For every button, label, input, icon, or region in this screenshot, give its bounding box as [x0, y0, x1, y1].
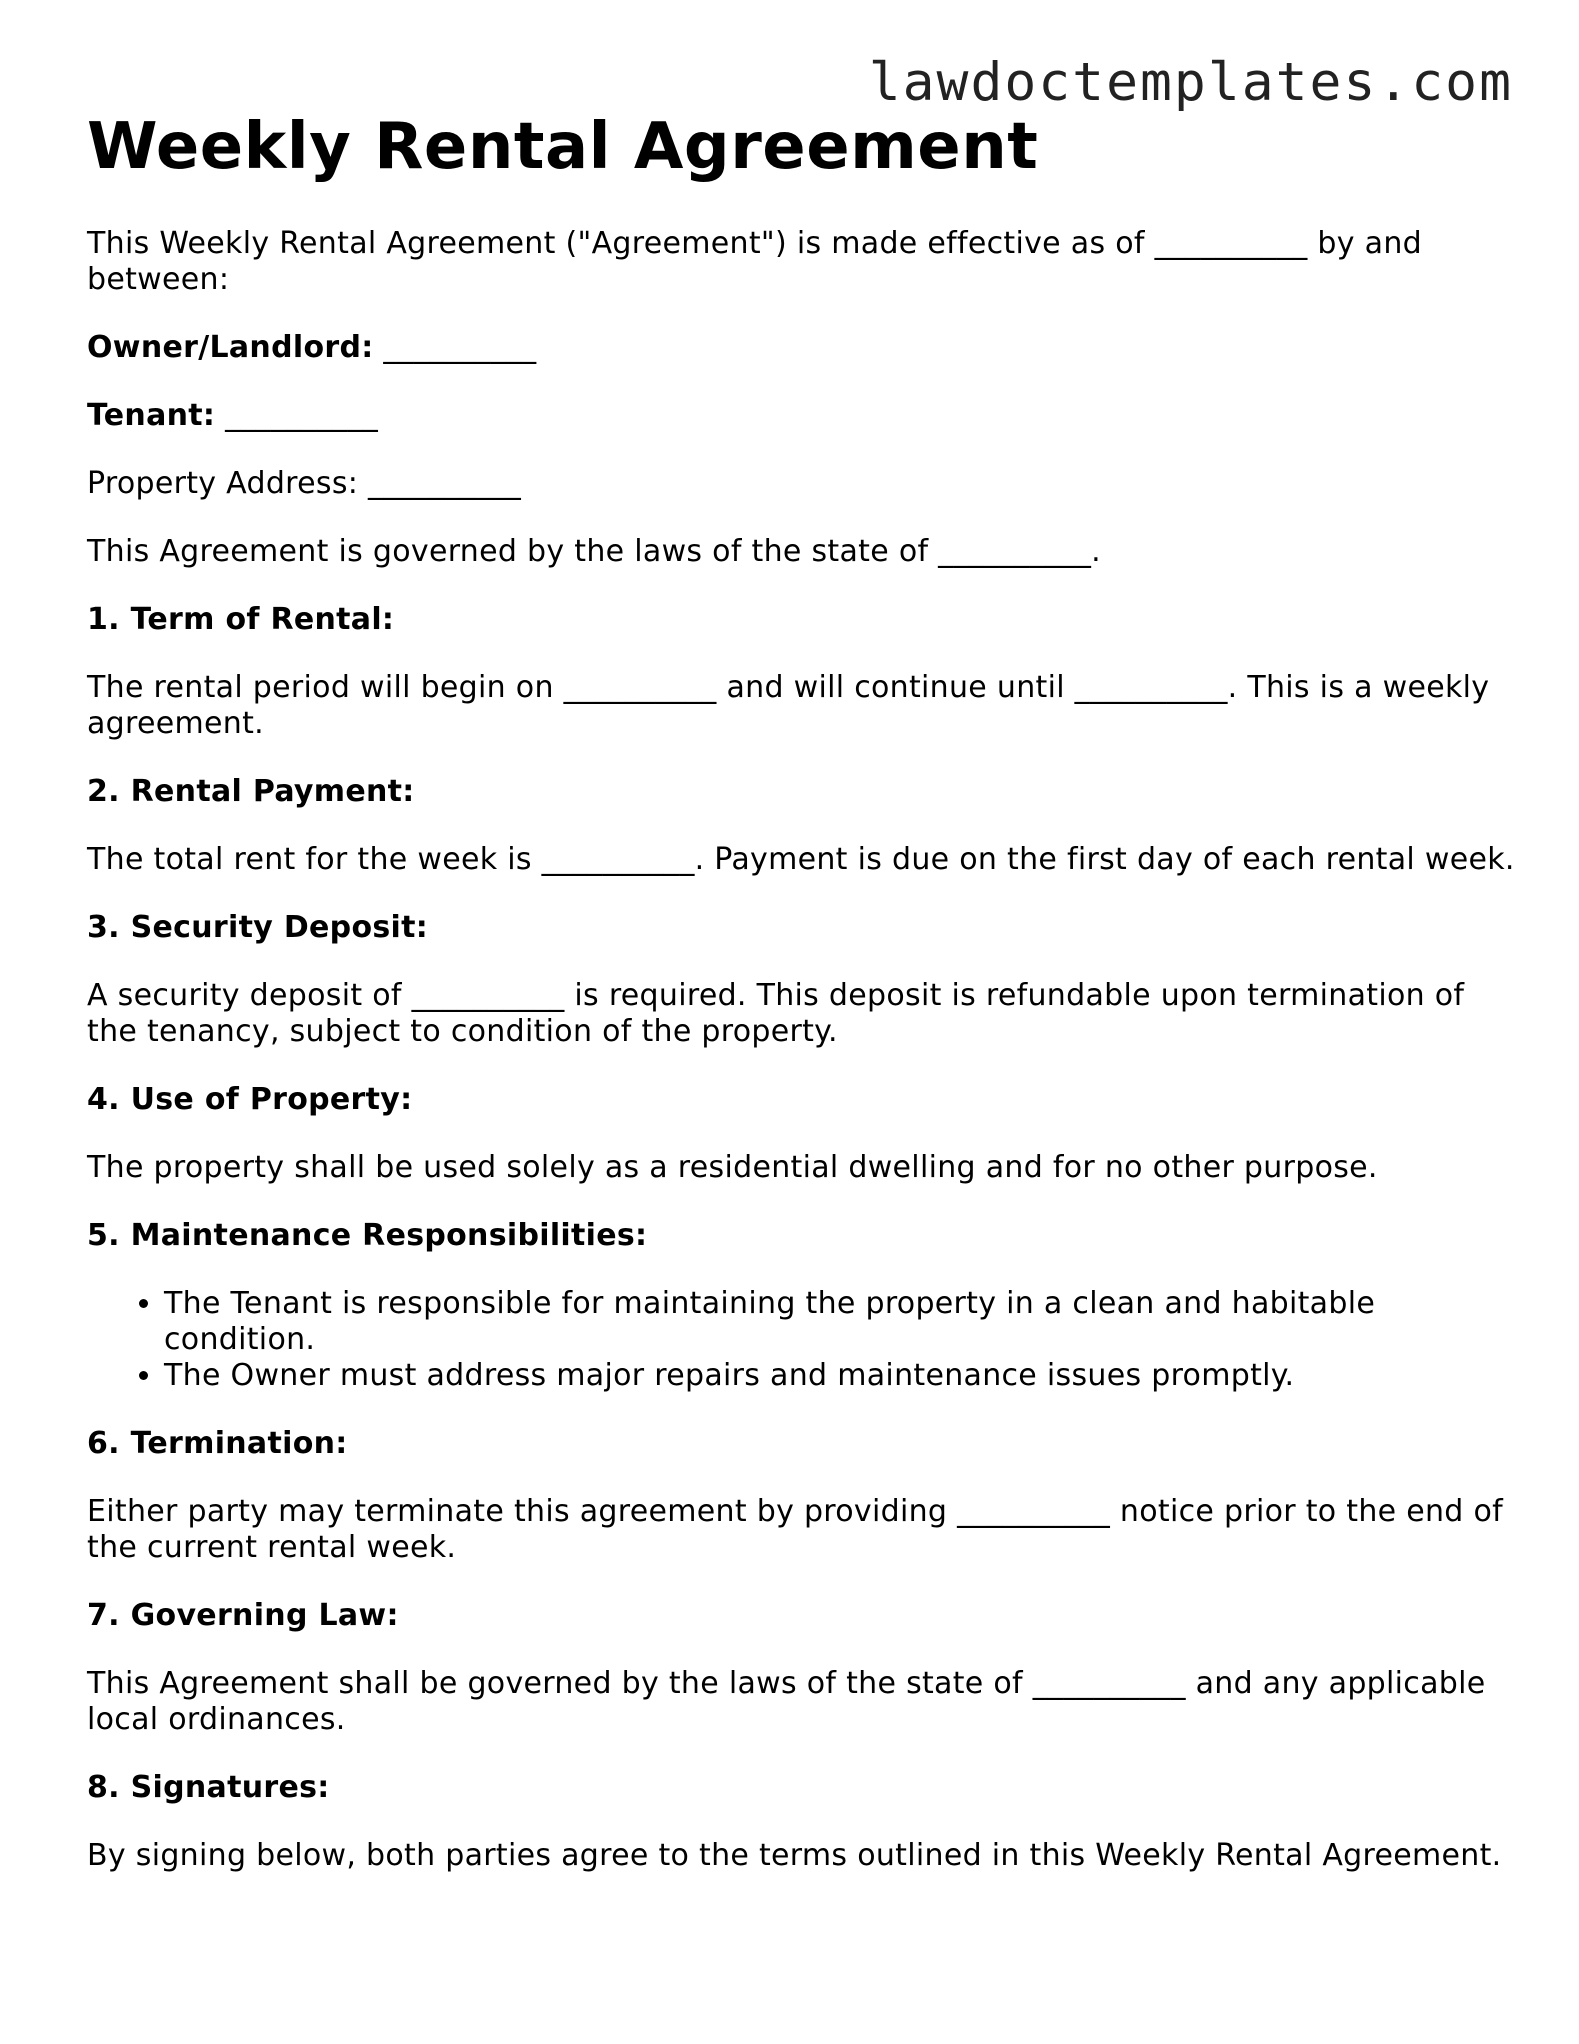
- section-1-heading: 1. Term of Rental:: [87, 602, 395, 637]
- section-8-text: By signing below, both parties agree to the terms outlined in this Weekly Rental Agreement.: [87, 1838, 1502, 1873]
- owner-blank: __________: [383, 330, 537, 365]
- section-8-heading: 8. Signatures:: [87, 1770, 330, 1805]
- maintenance-list: [87, 1286, 1517, 1394]
- section-4-text: The property shall be used solely as a residential dwelling and for no other purpose.: [87, 1150, 1378, 1185]
- section-5-heading: 5. Maintenance Responsibilities:: [87, 1218, 648, 1253]
- section-4-heading: 4. Use of Property:: [87, 1082, 413, 1117]
- document-body: [87, 226, 1517, 1906]
- section-6-text: Either party may terminate this agreement by providing __________ notice prior to the end of the current rental week.: [87, 1494, 1504, 1565]
- section-3-text: A security deposit of __________ is required. This deposit is refundable upon termination of the tenancy, subject to condition of the property.: [87, 978, 1465, 1049]
- section-2-heading: 2. Rental Payment:: [87, 774, 415, 809]
- governed-intro-line: This Agreement is governed by the laws of the state of __________.: [87, 534, 1102, 569]
- section-6-heading: 6. Termination:: [87, 1426, 348, 1461]
- section-1-text: The rental period will begin on __________ and will continue until __________. This is a weekly agreement.: [87, 670, 1490, 741]
- property-address-line: Property Address: __________: [87, 466, 521, 501]
- site-watermark: lawdoctemplates.com: [868, 52, 1513, 113]
- document-title: Weekly Rental Agreement: [87, 110, 1039, 184]
- owner-label: Owner/Landlord:: [87, 330, 374, 365]
- owner-line: [87, 330, 1517, 366]
- section-2-text: The total rent for the week is __________. Payment is due on the first day of each rental week.: [87, 842, 1515, 877]
- list-item: • The Owner must address major repairs and maintenance issues promptly.: [164, 1358, 1517, 1394]
- tenant-blank: __________: [225, 398, 379, 433]
- tenant-line: [87, 398, 1517, 434]
- intro-paragraph: This Weekly Rental Agreement ("Agreement") is made effective as of __________ by and between:: [87, 226, 1422, 297]
- tenant-label: Tenant:: [87, 398, 216, 433]
- section-3-heading: 3. Security Deposit:: [87, 910, 429, 945]
- section-7-heading: 7. Governing Law:: [87, 1598, 399, 1633]
- list-item: • The Tenant is responsible for maintaining the property in a clean and habitable condition.: [164, 1286, 1517, 1358]
- section-7-text: This Agreement shall be governed by the laws of the state of __________ and any applicable local ordinances.: [87, 1666, 1486, 1737]
